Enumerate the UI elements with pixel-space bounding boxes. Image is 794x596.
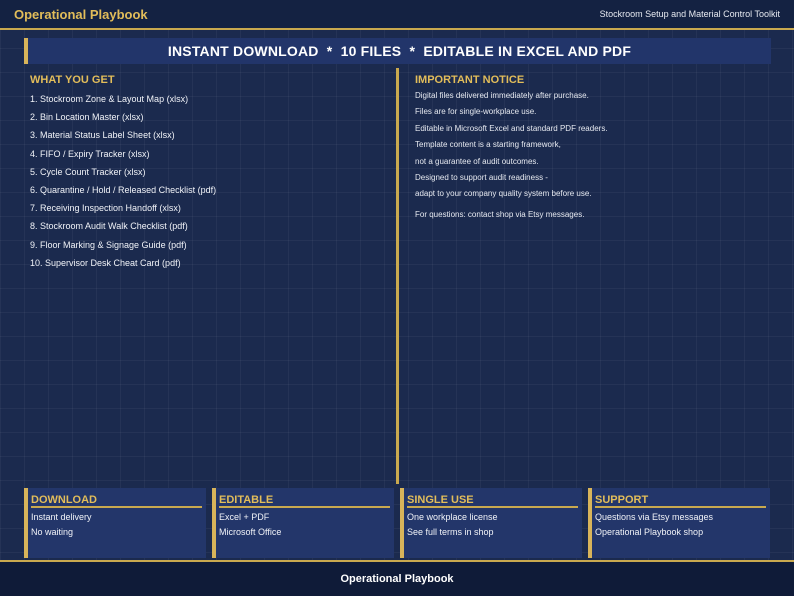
toolkit-title: Stockroom Setup and Material Control Toolkit	[599, 9, 780, 19]
list-item: 5. Cycle Count Tracker (xlsx)	[30, 166, 146, 177]
list-item: 9. Floor Marking & Signage Guide (pdf)	[30, 239, 187, 250]
card-title: SUPPORT	[595, 492, 766, 508]
card-line: One workplace license	[407, 512, 498, 522]
list-item: 2. Bin Location Master (xlsx)	[30, 112, 144, 123]
card-line: Instant delivery	[31, 512, 92, 522]
card-line: Microsoft Office	[219, 527, 282, 537]
headline-text: INSTANT DOWNLOAD * 10 FILES * EDITABLE IN EXCEL AND PDF	[167, 43, 632, 59]
list-item: 10. Supervisor Desk Cheat Card (pdf)	[30, 257, 181, 268]
list-item: 4. FIFO / Expiry Tracker (xlsx)	[30, 148, 150, 159]
headline-banner	[24, 38, 771, 64]
list-item: 8. Stockroom Audit Walk Checklist (pdf)	[30, 221, 188, 232]
notice-line: Digital files delivered immediately after purchase.	[415, 91, 589, 100]
footer-brand: Operational Playbook	[340, 573, 454, 585]
card-single-use	[400, 488, 582, 558]
footer-bar	[0, 560, 794, 596]
notice-line: Files are for single-workplace use.	[415, 107, 537, 117]
header-bar	[0, 0, 794, 30]
card-line: Questions via Etsy messages	[595, 512, 714, 522]
brand-name: Operational Playbook	[14, 6, 148, 22]
notice-contact: For questions: contact shop via Etsy messages.	[415, 209, 585, 219]
important-notice-title: IMPORTANT NOTICE	[415, 74, 525, 86]
notice-line: Editable in Microsoft Excel and standard PDF readers.	[415, 123, 608, 133]
card-support	[588, 488, 770, 558]
list-item: 7. Receiving Inspection Handoff (xlsx)	[30, 203, 181, 214]
notice-line: Template content is a starting framework,	[415, 140, 561, 150]
card-title: SINGLE USE	[407, 492, 578, 508]
card-line: See full terms in shop	[407, 527, 494, 537]
notice-line: Designed to support audit readiness -	[415, 172, 548, 182]
column-divider	[396, 68, 399, 484]
notice-line: adapt to your company quality system before use.	[415, 189, 592, 199]
what-you-get-section	[30, 72, 385, 272]
card-line: Excel + PDF	[219, 512, 270, 522]
card-line: No waiting	[31, 527, 74, 537]
card-title: DOWNLOAD	[31, 492, 202, 508]
what-you-get-title: WHAT YOU GET	[30, 74, 115, 86]
important-notice-section	[415, 72, 775, 223]
card-editable	[212, 488, 394, 558]
file-list	[30, 90, 385, 272]
card-download	[24, 488, 206, 558]
card-title: EDITABLE	[219, 492, 390, 508]
notice-line: not a guarantee of audit outcomes.	[415, 156, 539, 166]
list-item: 1. Stockroom Zone & Layout Map (xlsx)	[30, 94, 189, 104]
list-item: 3. Material Status Label Sheet (xlsx)	[30, 130, 175, 141]
list-item: 6. Quarantine / Hold / Released Checklist (pdf)	[30, 184, 217, 195]
card-line: Operational Playbook shop	[595, 527, 704, 537]
